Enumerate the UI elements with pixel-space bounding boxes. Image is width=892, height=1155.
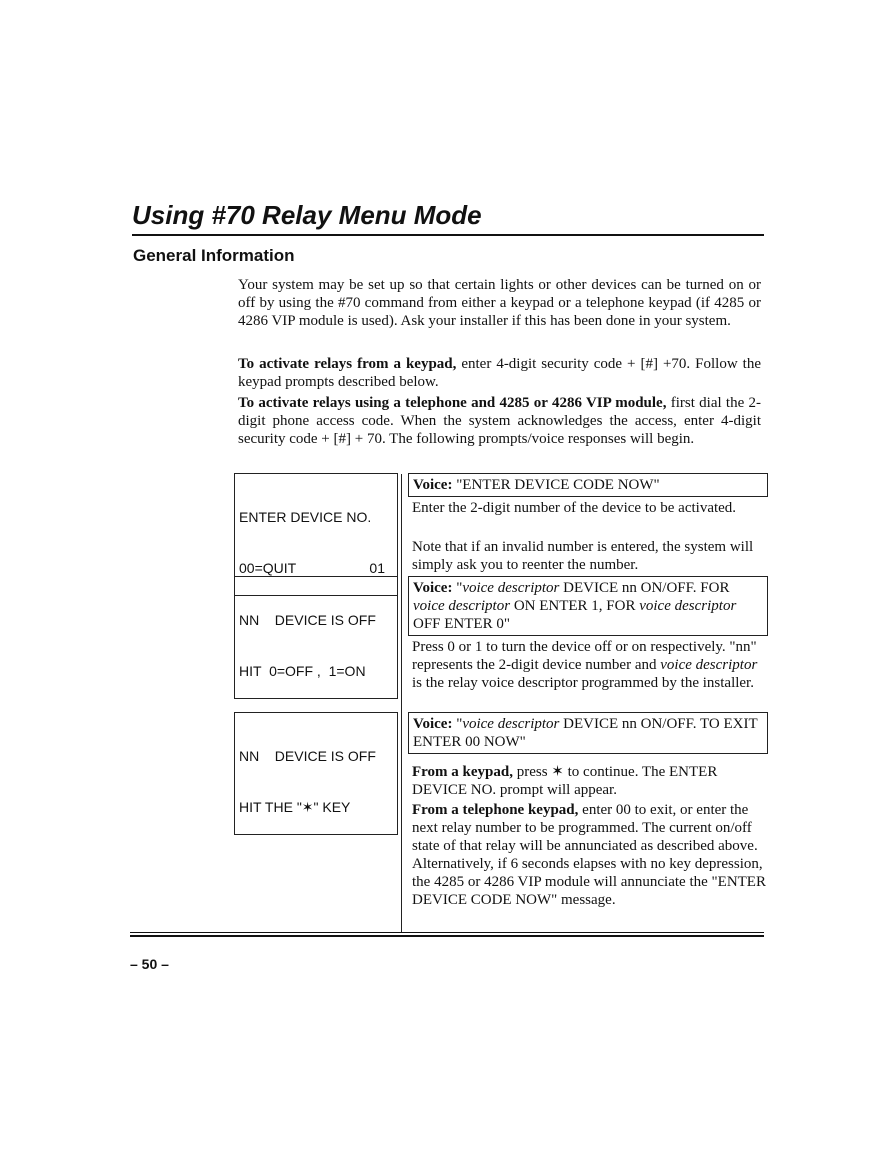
telephone-instructions-text: first dial the 2-digit phone access code. When the system acknowledges the access, enter 4-digit security code + [#] + 70. The following prompts/voice responses will begin. [238, 395, 761, 447]
step1-description: Enter the 2-digit number of the device to be activated. [412, 500, 737, 516]
lcd-line-2 [239, 560, 393, 577]
step2-descriptor: voice descriptor [660, 657, 758, 673]
voice-quote: " [452, 716, 463, 732]
section-title: General Information [133, 246, 295, 265]
lcd-line-1: NN DEVICE IS OFF [239, 748, 376, 764]
lcd-display-device-state [234, 576, 398, 699]
voice-quote: " [452, 580, 463, 596]
footer-rule-thick [130, 935, 764, 937]
telephone-instructions-lead: To activate relays using a telephone and 4285 or 4286 VIP module, [238, 395, 667, 411]
voice-label: Voice: [413, 716, 453, 732]
lcd-line-1: ENTER DEVICE NO. [239, 509, 372, 525]
step3-telephone-description [412, 801, 768, 909]
step2-text-a: Press 0 or 1 to turn the device off or on respectively. "nn" represents the 2-digit device number and [412, 639, 757, 673]
lcd-device-number: 01 [369, 560, 385, 576]
voice-text: "ENTER DEVICE CODE NOW" [452, 477, 660, 493]
voice-box-enter-device [408, 473, 768, 497]
title-rule [132, 234, 764, 236]
lcd-line-1: NN DEVICE IS OFF [239, 612, 376, 628]
page-title: Using #70 Relay Menu Mode [132, 200, 482, 230]
voice-descriptor-1: voice descriptor [462, 716, 560, 732]
keypad-instructions [238, 355, 761, 391]
step1-note: Note that if an invalid number is entered, the system will simply ask you to reenter the number. [412, 539, 754, 573]
keypad-instructions-text: enter 4-digit security code + [#] +70. Follow the keypad prompts described below. [238, 356, 761, 390]
voice-text-1: DEVICE nn ON/OFF. FOR [559, 580, 730, 596]
step2-text-b: is the relay voice descriptor programmed by the installer. [412, 675, 754, 691]
voice-descriptor-3: voice descriptor [639, 598, 737, 614]
voice-descriptor-2: voice descriptor [413, 598, 511, 614]
voice-label: Voice: [413, 477, 453, 493]
step3-keypad-text: press ✶ to continue. The ENTER DEVICE NO. prompt will appear. [412, 764, 718, 798]
voice-label: Voice: [413, 580, 453, 596]
step3-telephone-lead: From a telephone keypad, [412, 802, 579, 818]
step3-keypad-description [412, 763, 768, 799]
step3-keypad-lead: From a keypad, [412, 764, 513, 780]
page-number: – 50 – [130, 956, 169, 972]
lcd-line-2: HIT 0=OFF , 1=ON [239, 663, 366, 679]
lcd-quit-label: 00=QUIT [239, 560, 297, 576]
keypad-instructions-lead: To activate relays from a keypad, [238, 356, 457, 372]
intro-paragraph: Your system may be set up so that certain lights or other devices can be turned on or off by using the #70 command from either a keypad or a telephone keypad (if 4285 or 4286 VIP module is used). Ask your installer if this has been done in your system. [238, 277, 761, 329]
voice-descriptor-1: voice descriptor [462, 580, 560, 596]
column-divider [401, 474, 402, 932]
voice-box-exit [408, 712, 768, 754]
voice-text-2: ON ENTER 1, FOR [510, 598, 640, 614]
lcd-display-hit-star [234, 712, 398, 835]
step2-description [412, 638, 768, 692]
step3-telephone-text: enter 00 to exit, or enter the next relay number to be programmed. The current on/off state of that relay will be annunciated as described above. Alternatively, if 6 seconds elapses with no key depression, the 4285 or 4286 VIP module will annunciate the "ENTER DEVICE CODE NOW" message. [412, 802, 766, 908]
lcd-line-2: HIT THE "✶" KEY [239, 799, 351, 815]
footer-rule-thin [130, 932, 764, 933]
voice-text: DEVICE nn ON/OFF. TO EXIT ENTER 00 NOW" [413, 716, 758, 750]
voice-box-device-state [408, 576, 768, 636]
voice-text-3: OFF ENTER 0" [413, 616, 510, 632]
telephone-instructions [238, 394, 761, 448]
